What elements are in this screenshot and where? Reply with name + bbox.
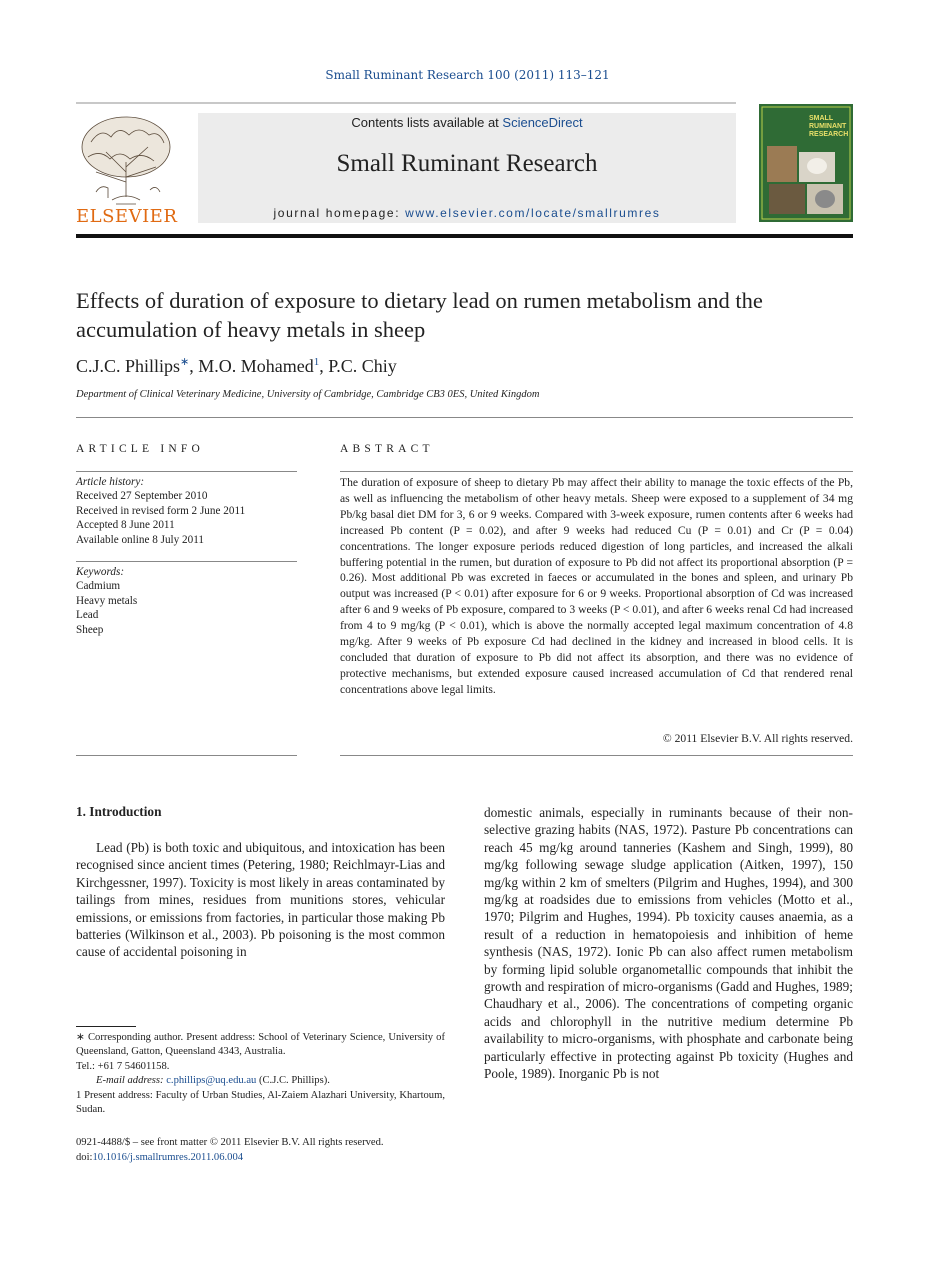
doi-link[interactable]: 10.1016/j.smallrumres.2011.06.004 [92,1151,244,1163]
journal-citation[interactable]: Small Ruminant Research 100 (2011) 113–121 [325,68,610,82]
issn-line: 0921-4488/$ – see front matter © 2011 Elsevier B.V. All rights reserved. [76,1137,384,1148]
author-name[interactable]: M.O. Mohamed [198,356,314,376]
cover-artwork [759,104,853,222]
footnotes [76,1031,445,1117]
contents-available-line [198,115,736,130]
history-entry: Received in revised form 2 June 2011 [76,504,246,517]
abstract-text: The duration of exposure of sheep to dietary Pb may affect their ability to manage the toxic effects of the Pb, as well as influencing the metabolism of other heavy metals. Sheep were exposed to a supplement of 34 mg Pb/kg basal diet DM for 3, 6 or 9 weeks. Compared with 3-week exposure, rumen contents after 6 weeks had increased Pb content (P = 0.02), and after 9 weeks had reduced Cu (P = 0.01) and Cr (P = 0.04) concentrations. The longer exposure periods reduced digestion of long particles, and increased the alkali buffering potential in the rumen, but duration of exposure to Pb did not affect its proportional absorption (P = 0.26). Most additional Pb was excreted in faeces or accumulated in the bones and spleen, and urinary Pb output was increased (P < 0.01) after exposure for 6 or 9 weeks. Proportional absorption of Cd was increased after 6 and 9 weeks of Pb exposure, compared to 3 weeks (P < 0.01), and after 6 weeks renal Cd had increased from 4 to 9 mg/kg (P < 0.01), which is above the normally accepted legal maximum concentration of 4.8 mg/kg. After 9 weeks of Pb exposure Cd had declined in the kidney and increased in blood cells. It is concluded that duration of exposure to Pb did not affect its absorption, and there was no evidence of protective mechanisms, but extended exposure caused increased accumulation of Cd that rendered renal concentrations above legal limits. [340,476,853,696]
svg-text:RUMINANT: RUMINANT [809,123,847,130]
doi-label: doi: [76,1151,93,1163]
copyright-notice: © 2011 Elsevier B.V. All rights reserved. [662,732,853,745]
present-address-footnote: 1 Present address: Faculty of Urban Studies, Al-Zaiem Alazhari University, Khartoum, Sudan. [76,1089,445,1116]
history-entry: Accepted 8 June 2011 [76,519,175,532]
homepage-link[interactable]: www.elsevier.com/locate/smallrumres [405,206,661,220]
corresponding-author-mark[interactable]: ∗ [180,356,190,368]
abstract-divider [340,471,853,472]
body-column-left: Lead (Pb) is both toxic and ubiquitous, and intoxication has been recognised since ancient times (Petering, 1980; Reichlmayr-Lias and Kirchgessner, 1997). Toxicity is most likely in areas contaminated by tailings from mines, residues from munitions stores, vehicular emissions, or emissions from factories, in particular those making Pb batteries (Wilkinson et al., 2003). Pb poisoning is the most common cause of accidental poisoning in [76,840,445,960]
article-info-divider [76,561,297,562]
affiliation-divider [76,417,853,418]
section-heading-introduction: 1. Introduction [76,804,162,819]
abstract-divider [340,755,853,756]
history-entry: Received 27 September 2010 [76,490,208,503]
email-footnote [76,1074,445,1088]
header-divider [76,102,736,104]
author-affiliation: Department of Clinical Veterinary Medicine, University of Cambridge, Cambridge CB3 0ES, United Kingdom [76,389,540,400]
abstract-heading: ABSTRACT [340,443,434,455]
header-thick-rule [76,234,853,238]
journal-homepage-line [198,206,736,220]
article-info-divider [76,755,297,756]
email-link[interactable]: c.phillips@uq.edu.au [166,1075,257,1087]
keyword: Heavy metals [76,594,138,607]
footnote-divider [76,1026,136,1027]
front-matter [76,1136,476,1165]
elsevier-wordmark[interactable]: ELSEVIER [76,206,178,227]
footnote-mark[interactable]: 1 [313,356,320,368]
doi-line [76,1151,476,1166]
svg-text:SMALL: SMALL [809,115,834,122]
history-label: Article history: [76,476,145,488]
journal-title: Small Ruminant Research [336,150,598,177]
keywords-block [76,565,297,637]
sciencedirect-link[interactable]: ScienceDirect [502,115,583,130]
telephone-footnote: Tel.: +61 7 54601158. [76,1060,170,1072]
author-name[interactable]: C.J.C. Phillips [76,356,181,376]
journal-cover-image[interactable] [759,104,853,222]
email-suffix: (C.J.C. Phillips). [256,1075,330,1087]
history-entry: Available online 8 July 2011 [76,533,205,546]
corresponding-author-footnote: ∗ Corresponding author. Present address: School of Veterinary Science, University of Queensland, Gatton, Queensland 4343, Australia. [76,1032,445,1058]
homepage-prefix: journal homepage: [273,206,406,220]
article-info-divider [76,471,297,472]
keyword: Lead [76,609,99,622]
email-label: E-mail address: [96,1075,167,1087]
keywords-label: Keywords: [76,566,125,578]
contents-prefix: Contents lists available at [351,115,503,130]
author-name[interactable]: P.C. Chiy [328,356,397,376]
svg-text:RESEARCH: RESEARCH [809,131,849,138]
body-column-right: domestic animals, especially in ruminants because of their non-selective grazing habits (NAS, 1972). Pasture Pb concentrations can reach 45 mg/kg around tanneries (Kashem and Singh, 1999), 80 mg/kg following sewage sludge application (Aitken, 1997), 150 mg/kg within 2 km of smelters (Pilgrim and Hughes, 1994), and 300 mg/kg at roadsides due to emissions from vehicles (Motto et al., 1970; Pilgrim and Hughes, 1994). Pb toxicity causes anaemia, as a result of a reduction in hematopoiesis and inhibition of heme synthesis (NAS, 1972). Ionic Pb can also affect rumen metabolism by forming lipid soluble organometallic compounds that inhibit the growth and respiration of micro-organisms (Gadd and Hughes, 1989; Chaudhary et al., 2006). The concentrations of competing organic acids and chlorophyll in the nutritive medium determine Pb availability to micro-organisms, with phosphate and carbonate being particularly effective in protecting against Pb toxicity (Hughes and Poole, 1989). Inorganic Pb is not [484,805,853,1082]
article-info-heading: ARTICLE INFO [76,443,204,455]
keyword: Sheep [76,623,104,636]
author-list: C.J.C. Phillips∗, M.O. Mohamed$^1$, P.C. Chiy [76,356,397,376]
keyword: Cadmium [76,580,121,593]
article-history [76,475,297,547]
article-title: Effects of duration of exposure to dietary lead on rumen metabolism and the accumulation of heavy metals in sheep [76,288,763,342]
